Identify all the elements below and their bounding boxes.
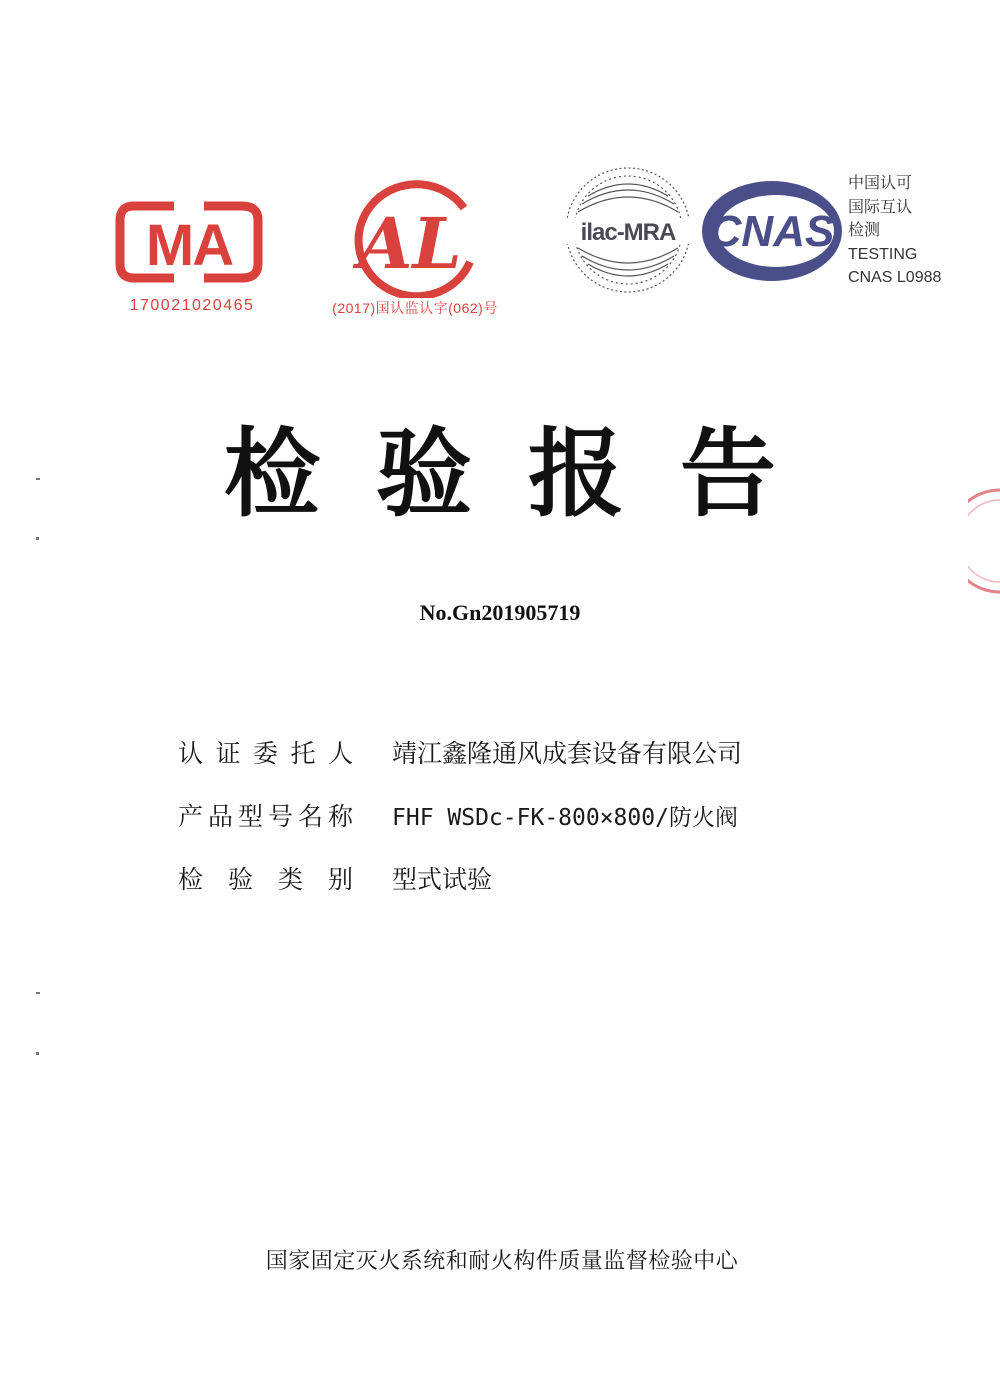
info-value: FHF WSDc-FK-800×800/防火阀: [392, 805, 738, 831]
cnas-line: 中国认可: [848, 175, 913, 192]
scan-speck: [36, 1052, 39, 1055]
cnas-line: CNAS L0988: [848, 269, 942, 286]
report-number: No.Gn201905719: [419, 600, 581, 625]
cma-mark-text: MA: [145, 213, 233, 278]
scan-speck: [36, 537, 39, 540]
scan-speck: [36, 478, 40, 480]
cal-logo: [346, 178, 480, 298]
info-row-client: [178, 734, 878, 797]
cnas-line: 国际互认: [848, 198, 913, 216]
report-info-table: [178, 734, 878, 923]
info-row-test-type: [178, 860, 878, 923]
info-row-product: [178, 797, 878, 860]
cnas-mark-text: CNAS: [709, 207, 835, 256]
cal-cert-number: (2017)国认监认字(062)号: [332, 300, 498, 316]
cnas-line: TESTING: [848, 245, 918, 263]
scan-speck: [36, 992, 40, 994]
cal-mark-text: AL: [358, 202, 462, 285]
ilac-mark-text: ilac-MRA: [580, 219, 676, 246]
cma-logo: [114, 200, 264, 285]
cnas-logo: [696, 178, 846, 284]
seal-edge-fragment: [968, 486, 1000, 596]
info-label: 认证委托人: [178, 739, 353, 768]
issuing-organization: 国家固定灭火系统和耐火构件质量监督检验中心: [265, 1249, 739, 1274]
info-value: 型式试验: [392, 865, 493, 894]
report-title: 检验报告: [224, 418, 832, 530]
cnas-accreditation-text: [848, 172, 998, 290]
cma-number: 170021020465: [129, 297, 255, 314]
info-label: 产品型号名称: [178, 802, 353, 831]
info-value: 靖江鑫隆通风成套设备有限公司: [392, 739, 743, 768]
ilac-mra-logo: [560, 162, 696, 298]
cnas-line: 检测: [848, 222, 881, 239]
info-label: 检验类别: [178, 865, 353, 894]
